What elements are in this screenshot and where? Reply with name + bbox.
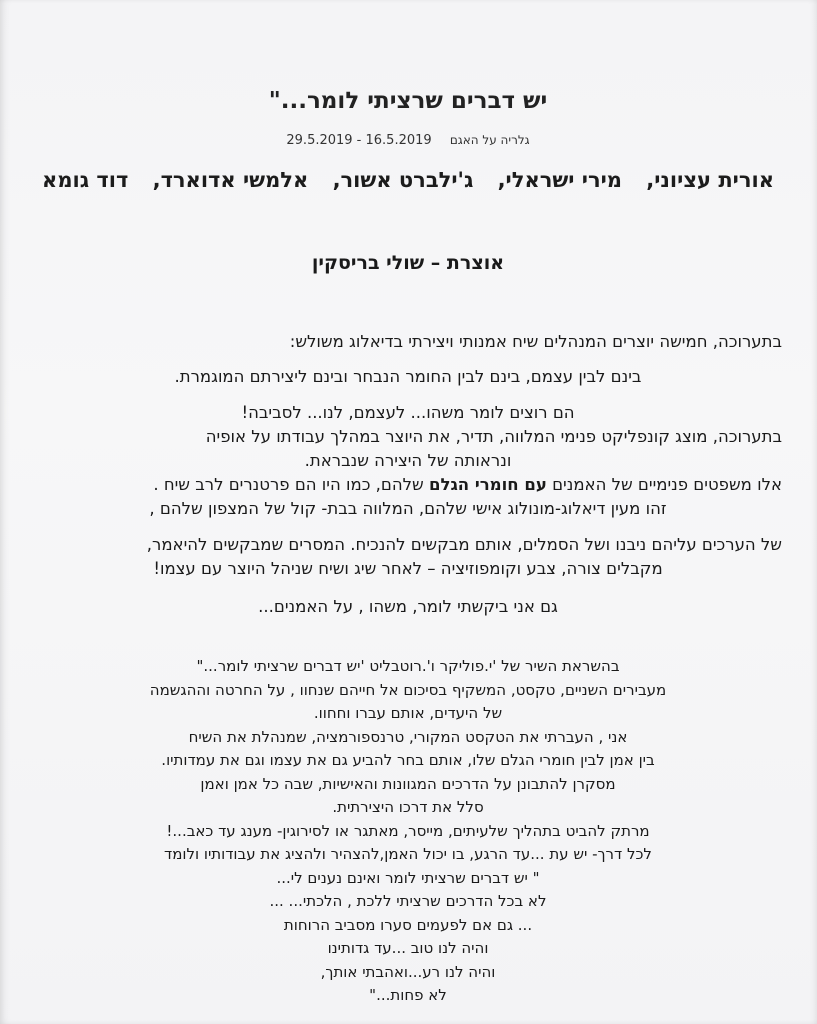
poem-line: בין אמן לבין חומרי הגלם שלו, אותם בחר להביע גם את עצמו וגם את עמדותיו.	[161, 751, 655, 769]
date-range: 29.5.2019 - 16.5.2019	[286, 133, 432, 148]
poem-line: לא פחות..."	[369, 986, 447, 1004]
gallery-name: גלריה על האגם	[449, 133, 530, 147]
intro-line: בינם לבין עצמם, בינם לבין החומר הנבחר ובינם ליצירתם המוגמרת.	[174, 367, 642, 386]
exhibition-dates	[20, 133, 796, 148]
poem-line: בהשראת השיר של 'י.פוליקר ו'.רוטבליט 'יש דברים שרציתי לומר..."	[196, 657, 620, 675]
artist-name: אלמשי אדוארד,	[152, 168, 309, 192]
intro-line: ונראותה של היצירה שנבראת.	[304, 451, 512, 470]
intro-line: מקבלים צורה, צבע וקומפוזיציה – לאחר שיג ושיח שניהל היוצר עם עצמו!	[153, 559, 663, 578]
poem-line: מרתק להביט בתהליך שלעיתים, מייסר, מאתגר או לסירוגין- מענג עד כאב...!	[166, 821, 650, 840]
intro-line: הם רוצים לומר משהו... לעצמם, לנו... לסביבה!	[241, 403, 575, 422]
exhibition-text	[20, 0, 796, 1024]
artists-list	[20, 168, 796, 192]
artist-name: אורית עציוני,	[646, 168, 774, 192]
poem-line: אני , העברתי את הטקסט המקורי, טרנספורמציה, שמנהלת את השיח	[188, 727, 628, 746]
intro-text-part: אלו משפטים פנימיים של האמנים	[546, 475, 782, 494]
intro-line: בתערוכה, מוצג קונפליקט פנימי המלווה, תדיר, את היוצר במהלך עבודתו על אופיה	[205, 427, 782, 446]
exhibition-title: יש דברים שרציתי לומר..."	[268, 88, 548, 114]
intro-line: גם אני ביקשתי לומר, משהו , על האמנים...	[258, 597, 558, 616]
poem-line: לא בכל הדרכים שרציתי ללכת , הלכתי... ...	[269, 892, 547, 910]
artist-name: מירי ישראלי,	[497, 168, 622, 192]
poem-line: והיה לנו טוב ...עד גדותינו	[327, 939, 489, 957]
poem-line: של היעדים, אותם עברו וחחוו.	[313, 704, 503, 722]
poem-line: והיה לנו רע...ואהבתי אותך,	[320, 962, 496, 981]
intro-line: זהו מעין דיאלוג-מונולוג אישי שלהם, המלווה בבת- קול של המצפון שלהם ,	[149, 499, 667, 518]
poem-line: " יש דברים שרציתי לומר ואינם נענים לי...	[276, 868, 540, 887]
intro-line: של הערכים עליהם ניבנו ושל הסמלים, אותם מבקשים להנכיח. המסרים שמבקשים להיאמר,	[146, 535, 782, 554]
poem-line: מסקרן להתבונן על הדרכים המגוונות והאישיות, שבה כל אמן ואמן	[200, 774, 616, 793]
poem-line: מעבירים השניים, טקסט, המשקיף בסיכום אל חייהם שנחוו , על החרטה וההגשמה	[149, 680, 667, 699]
poem-line: סלל את דרכו היצירתית.	[332, 798, 484, 816]
intro-text-part: שלהם, כמו היו הם פרטנרים לרב שיח .	[153, 475, 429, 494]
intro-bold-part: עם חומרי הגלם	[428, 475, 547, 494]
poem-text	[20, 655, 796, 1008]
artist-name: דוד גומא	[42, 168, 129, 192]
intro-line	[34, 473, 782, 497]
artist-name: ג'ילברט אשור,	[332, 168, 474, 192]
poem-line: לכל דרך- יש עת ...עד הרגע, בו יכול האמן,להצהיר ולהציג את עבודותיו ולומד	[164, 845, 652, 863]
poem-line: ... גם אם לפעמים סערו מסביב הרוחות	[283, 915, 533, 934]
curator-line: אוצרת – שולי בריסקין	[311, 252, 505, 274]
intro-line: בתערוכה, חמישה יוצרים המנהלים שיח אמנותי ויצירתי בדיאלוג משולש:	[289, 332, 782, 351]
intro-text	[34, 330, 782, 619]
